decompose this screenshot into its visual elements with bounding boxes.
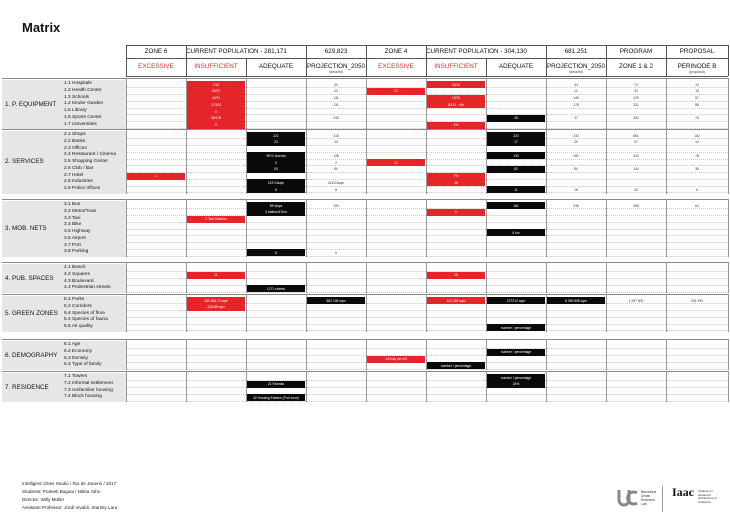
matrix-cell: 17 xyxy=(487,139,545,146)
matrix-cell: 273712 sqm xyxy=(487,297,545,304)
matrix-cell: 182 306.72 sqm xyxy=(187,297,245,304)
header-divider xyxy=(366,45,367,58)
matrix-cell: 2 Taxi Stations xyxy=(187,216,245,223)
value-cell: 398 xyxy=(633,203,639,208)
row-label: 2.9 Police offices xyxy=(64,186,101,191)
row-guide xyxy=(126,165,728,166)
value-cell: 312 xyxy=(633,153,639,158)
row-guide xyxy=(126,394,728,395)
group-label: 4. PUB. SPACES xyxy=(5,274,54,282)
column-divider xyxy=(666,262,667,293)
matrix-cell: 0 xyxy=(427,209,485,216)
row-label: 2.1 Shops xyxy=(64,132,86,137)
column-divider xyxy=(606,371,607,402)
matrix-cell: 89 stops xyxy=(247,202,305,209)
column-note: (desired) xyxy=(329,70,343,74)
row-label: 3.5 Highway xyxy=(64,229,91,234)
column-subheader: ZONE 1 & 2 xyxy=(619,63,653,70)
group-rule xyxy=(2,262,728,263)
value-cell: 301 993 xyxy=(691,298,703,303)
column-divider xyxy=(666,199,667,257)
matrix-cell: 3.8 hab per m2 xyxy=(367,356,425,363)
iaac-logo: Iaac xyxy=(672,485,694,499)
logo-divider xyxy=(662,486,663,512)
value-cell: 6 xyxy=(335,250,337,255)
column-divider xyxy=(366,262,367,293)
ucl-logo-text: Barcelona Urban Sciences Lab xyxy=(641,490,657,506)
row-label: 2.4 Restaurant / Cinema xyxy=(64,152,116,158)
column-subheader: ADEQUATE xyxy=(498,63,534,70)
group-label: 2. SERVICES xyxy=(5,158,44,166)
column-subheader: INSUFFICIENT xyxy=(434,63,478,70)
column-header: 681,251 xyxy=(564,48,588,55)
column-divider xyxy=(546,58,547,76)
value-cell: 12 xyxy=(574,89,578,94)
column-subheader: PERINODE B xyxy=(677,63,717,70)
column-divider xyxy=(126,294,127,332)
value-cell: 75 xyxy=(695,116,699,121)
group-label: 6. DEMOGRAPHY xyxy=(5,351,58,359)
row-label: 3.7 Port xyxy=(64,242,81,248)
row-label: 7.1 Towers xyxy=(64,374,88,379)
value-cell: 135 xyxy=(333,153,339,158)
row-guide xyxy=(126,138,728,139)
column-divider xyxy=(606,199,607,257)
column-divider xyxy=(426,58,427,76)
row-guide xyxy=(126,152,728,153)
column-divider xyxy=(486,58,487,76)
matrix-cell: 112 218 sqm xyxy=(427,297,485,304)
column-divider xyxy=(728,262,729,293)
value-cell: 333 xyxy=(573,133,579,138)
matrix-cell: 42/91 xyxy=(187,95,245,102)
matrix-cell: 53 xyxy=(247,166,305,173)
column-divider xyxy=(126,339,127,370)
matrix-cell: 1271 streets xyxy=(247,285,305,292)
value-cell: 214/23sqm xyxy=(327,180,345,185)
value-cell: 15 xyxy=(695,89,699,94)
column-divider xyxy=(306,58,307,76)
value-cell: 40 xyxy=(334,89,338,94)
footer-line: Director: Willy Müller xyxy=(22,497,65,502)
header-divider xyxy=(306,45,307,58)
row-label: 2.3 Offices xyxy=(64,145,87,151)
row-label: 1.5 Library xyxy=(64,108,87,113)
row-guide xyxy=(126,192,728,193)
column-divider xyxy=(306,199,307,257)
column-divider xyxy=(546,339,547,370)
value-cell: 25 xyxy=(574,140,578,145)
row-label: 1.7 Universities xyxy=(64,121,97,127)
row-label: 3.1 Bus xyxy=(64,202,81,207)
row-guide xyxy=(126,330,728,331)
row-guide xyxy=(126,145,728,146)
row-guide xyxy=(126,401,728,402)
header-divider xyxy=(426,45,427,58)
column-divider xyxy=(246,58,247,76)
column-divider xyxy=(306,371,307,402)
matrix-cell: 32 Housing Estates (Prof zone) xyxy=(247,394,305,401)
column-divider xyxy=(126,129,127,194)
value-cell: 162 xyxy=(694,133,700,138)
footer-line: Students: Prateek Bagsai / Nikita John xyxy=(22,489,101,494)
matrix-cell: 582 228 sqm xyxy=(307,297,365,304)
column-divider xyxy=(606,129,607,194)
row-guide xyxy=(126,317,728,318)
matrix-cell: 18 xyxy=(427,179,485,186)
iaac-logo-text: Institute for advanced architecture of Catalonia xyxy=(698,489,718,504)
matrix-cell: 38/178 xyxy=(187,115,245,122)
column-divider xyxy=(546,371,547,402)
row-label: 4.4 Pedestrian streets xyxy=(64,285,111,291)
column-divider xyxy=(728,371,729,402)
value-cell: 57 xyxy=(634,140,638,145)
matrix-cell: 21 Favelas xyxy=(247,381,305,388)
column-divider xyxy=(246,78,247,129)
row-label: 3.4 Bike xyxy=(64,222,82,228)
value-cell: 80 xyxy=(334,167,338,172)
column-divider xyxy=(546,199,547,257)
row-guide xyxy=(126,159,728,160)
column-subheader: PROJECTION_2050 xyxy=(306,63,366,70)
row-label: 6.2 Economy xyxy=(64,348,92,354)
column-divider xyxy=(606,339,607,370)
matrix-cell: 161 xyxy=(487,202,545,209)
group-rule xyxy=(2,371,728,372)
value-cell: 193 xyxy=(333,203,339,208)
row-guide xyxy=(126,387,728,388)
row-label: 3.3 Taxi xyxy=(64,215,81,221)
row-guide xyxy=(126,256,728,257)
column-divider xyxy=(728,339,729,370)
matrix-cell: 0 xyxy=(187,122,245,129)
column-divider xyxy=(186,58,187,76)
matrix-cell: 0/113 - 4% xyxy=(427,101,485,108)
column-divider xyxy=(246,294,247,332)
matrix-cell: 223 xyxy=(487,132,545,139)
value-cell: 33 xyxy=(334,140,338,145)
value-cell: 178 xyxy=(573,102,579,107)
column-divider xyxy=(546,262,547,293)
footer-line: Assistant Professor: Jordi Vivaldi, Starsky Lara xyxy=(22,505,118,510)
matrix-cell: 130 xyxy=(487,152,545,159)
matrix-cell: 3 station/47km xyxy=(247,209,305,216)
matrix-cell: 17/103 xyxy=(187,101,245,108)
matrix-cell: 19/23 xyxy=(427,95,485,102)
header-rule xyxy=(126,76,728,77)
column-divider xyxy=(186,339,187,370)
value-cell: 318 xyxy=(333,133,339,138)
header-divider xyxy=(546,45,547,58)
column-divider xyxy=(126,371,127,402)
matrix-cell: 24% xyxy=(487,381,545,388)
value-cell: 8 xyxy=(335,187,337,192)
header-divider xyxy=(186,45,187,58)
matrix-cell: 7/10 xyxy=(187,81,245,88)
value-cell: 44 xyxy=(574,82,578,87)
column-divider xyxy=(606,58,607,76)
column-divider xyxy=(426,199,427,257)
header-divider xyxy=(666,45,667,58)
matrix-cell: 23 xyxy=(247,139,305,146)
column-header: PROGRAM xyxy=(619,48,653,55)
value-cell: 64 xyxy=(695,203,699,208)
row-label: 5.2 Corridors xyxy=(64,303,92,309)
value-cell: 78 xyxy=(695,153,699,158)
group-label: 1. P. EQUIPMENT xyxy=(5,100,57,108)
matrix-cell: 10/14 xyxy=(427,81,485,88)
column-divider xyxy=(486,262,487,293)
column-divider xyxy=(186,199,187,257)
column-divider xyxy=(728,294,729,332)
value-cell: 14 xyxy=(695,140,699,145)
matrix-cell: 15 xyxy=(427,272,485,279)
value-cell: 131 xyxy=(333,102,339,107)
matrix-cell: 6 xyxy=(247,186,305,193)
row-guide xyxy=(126,324,728,325)
value-cell: 88 xyxy=(695,102,699,107)
column-header: PROPOSAL xyxy=(679,48,715,55)
page-title: Matrix xyxy=(22,20,61,35)
header-divider xyxy=(126,45,127,58)
group-rule xyxy=(2,199,728,200)
matrix-cell: 6 259 808 sqm xyxy=(547,297,605,304)
row-label: 5.4 Species of flore xyxy=(64,310,106,316)
row-guide xyxy=(126,249,728,250)
column-divider xyxy=(126,199,127,257)
header-divider xyxy=(606,45,607,58)
row-label: 5.1 Parks xyxy=(64,297,85,302)
value-cell: 352 xyxy=(633,116,639,121)
column-divider xyxy=(246,339,247,370)
group-label: 3. MOB. NETS xyxy=(5,225,47,232)
column-divider xyxy=(126,262,127,293)
row-label: 6.1 Age xyxy=(64,342,81,347)
matrix-cell: 8 xyxy=(247,249,305,256)
row-label: 7.3 Unifamiliar housing xyxy=(64,387,113,393)
column-divider xyxy=(306,339,307,370)
header-rule xyxy=(126,58,728,59)
value-cell: 1 297 500 xyxy=(628,298,644,303)
row-label: 2.5 Shopping Center xyxy=(64,159,109,164)
value-cell: 229 xyxy=(633,96,639,100)
column-divider xyxy=(666,339,667,370)
matrix-cell: number / percentage xyxy=(487,374,545,381)
row-guide xyxy=(126,229,728,230)
value-cell: 6 xyxy=(696,187,698,192)
column-header: 629,823 xyxy=(324,48,348,55)
matrix-cell: 6 km xyxy=(487,229,545,236)
value-cell: 10 xyxy=(695,82,699,87)
matrix-cell: 90+2 cinema xyxy=(247,152,305,159)
row-label: 3.6 Airport xyxy=(64,235,86,241)
value-cell: 2 xyxy=(335,160,337,165)
matrix-cell: number / percentage xyxy=(427,362,485,369)
row-guide xyxy=(126,292,728,293)
row-label: 1.6 Sports Center xyxy=(64,114,102,120)
column-divider xyxy=(606,262,607,293)
row-guide xyxy=(126,355,728,356)
footer-line: Intelligent Cities Studio / Rio de Janerio / 2017 xyxy=(22,481,117,486)
matrix-cell: 11 xyxy=(487,186,545,193)
column-divider xyxy=(366,78,367,129)
row-label: 2.8 Industries xyxy=(64,179,93,185)
column-subheader: EXCESSIVE xyxy=(138,63,174,70)
row-guide xyxy=(126,285,728,286)
group-rule xyxy=(2,129,728,130)
column-divider xyxy=(426,371,427,402)
value-cell: 57 xyxy=(695,96,699,100)
value-cell: 74 xyxy=(634,82,638,87)
column-header: CURRENT POPULATION - 281,171 xyxy=(186,48,287,55)
matrix-cell: 11 xyxy=(187,272,245,279)
value-cell: 144 xyxy=(633,167,639,172)
column-divider xyxy=(728,129,729,194)
column-divider xyxy=(366,199,367,257)
matrix-cell: number / percentage xyxy=(487,324,545,331)
group-label: 7. RESIDENCE xyxy=(5,383,49,391)
value-cell: 131 xyxy=(333,96,339,100)
value-cell: 651 xyxy=(633,133,639,138)
group-label: 5. GREEN ZONES xyxy=(5,309,58,317)
row-label: 5.4 Species of fauna xyxy=(64,317,108,323)
column-divider xyxy=(366,58,367,76)
matrix-cell: 7% xyxy=(427,173,485,180)
row-label: 3.8 Parking xyxy=(64,249,89,255)
row-label: 1.4 Kinder Garden xyxy=(64,101,104,107)
row-label: 2.6 Club / Bar xyxy=(64,165,94,171)
value-cell: 30 xyxy=(334,82,338,87)
value-cell: 321 xyxy=(633,102,639,107)
column-divider xyxy=(366,294,367,332)
column-divider xyxy=(186,371,187,402)
row-label: 3.2 Metro/Train xyxy=(64,208,97,214)
matrix-cell: 1 xyxy=(127,173,185,180)
column-divider xyxy=(666,58,667,76)
matrix-cell: 12 xyxy=(367,159,425,166)
row-label: 6.3 Density xyxy=(64,355,88,361)
row-label: 5.5 Air quality xyxy=(64,324,93,329)
value-cell: 182 xyxy=(573,153,579,158)
column-divider xyxy=(666,371,667,402)
row-label: 7.2 Informal settlement xyxy=(64,380,113,386)
row-label: 7.4 Block housing xyxy=(64,394,102,400)
column-divider xyxy=(546,129,547,194)
column-subheader: EXCESSIVE xyxy=(378,63,414,70)
row-guide xyxy=(126,235,728,236)
matrix-cell: 26 xyxy=(487,115,545,122)
column-header: CURRENT POPULATION - 304,130 xyxy=(426,48,527,55)
value-cell: 25 xyxy=(634,187,638,192)
column-header: ZONE 4 xyxy=(384,48,408,55)
row-label: 6.4 Type of family xyxy=(64,362,102,368)
value-cell: 84 xyxy=(574,167,578,172)
matrix-cell: 32/37 xyxy=(187,88,245,95)
value-cell: 145 xyxy=(573,96,579,100)
column-header: ZONE 6 xyxy=(144,48,168,55)
column-divider xyxy=(126,78,127,129)
row-label: 4.3 Boulevard xyxy=(64,278,94,284)
column-divider xyxy=(666,129,667,194)
row-label: 1.2 Health Center xyxy=(64,87,102,93)
row-label: 1.1 Hospitals xyxy=(64,81,92,86)
column-divider xyxy=(366,339,367,370)
value-cell: 238 xyxy=(573,203,579,208)
header-rule xyxy=(126,45,728,46)
row-label: 2.2 Banks xyxy=(64,138,86,144)
matrix-cell: 3 xyxy=(247,159,305,166)
column-divider xyxy=(186,129,187,194)
matrix-cell: 62 xyxy=(487,166,545,173)
matrix-cell: 4% xyxy=(427,122,485,129)
header-divider xyxy=(728,45,729,58)
matrix-cell: 226.88 sqm xyxy=(187,304,245,311)
value-cell: 16 xyxy=(574,187,578,192)
column-divider xyxy=(728,199,729,257)
matrix-cell: 221 xyxy=(247,132,305,139)
row-label: 1.3 Schools xyxy=(64,94,90,100)
column-divider xyxy=(366,371,367,402)
row-guide xyxy=(126,348,728,349)
group-rule xyxy=(2,294,728,295)
column-divider xyxy=(306,262,307,293)
group-rule xyxy=(2,339,728,340)
value-cell: 43 xyxy=(634,89,638,94)
column-note: (proposal) xyxy=(689,70,705,74)
value-cell: 36 xyxy=(695,167,699,172)
column-subheader: PROJECTION_2050 xyxy=(546,63,606,70)
column-divider xyxy=(728,78,729,129)
column-divider xyxy=(126,58,127,76)
row-label: 2.7 Hotel xyxy=(64,172,84,178)
column-subheader: ADEQUATE xyxy=(258,63,294,70)
column-divider xyxy=(728,58,729,76)
row-label: 4.1 Beach xyxy=(64,265,86,270)
column-subheader: INSUFFICIENT xyxy=(194,63,238,70)
value-cell: 245 xyxy=(333,116,339,121)
matrix-cell: number / percentage xyxy=(487,349,545,356)
row-label: 4.2 Squares xyxy=(64,271,90,277)
matrix-cell: 0 xyxy=(187,108,245,115)
value-cell: 37 xyxy=(574,116,578,121)
column-note: (desired) xyxy=(569,70,583,74)
ucl-logo xyxy=(617,487,639,509)
row-guide xyxy=(126,380,728,381)
matrix-cell: 27 xyxy=(367,88,425,95)
row-guide xyxy=(126,242,728,243)
group-rule xyxy=(2,78,728,79)
matrix-cell: 167/13sqm xyxy=(247,179,305,186)
